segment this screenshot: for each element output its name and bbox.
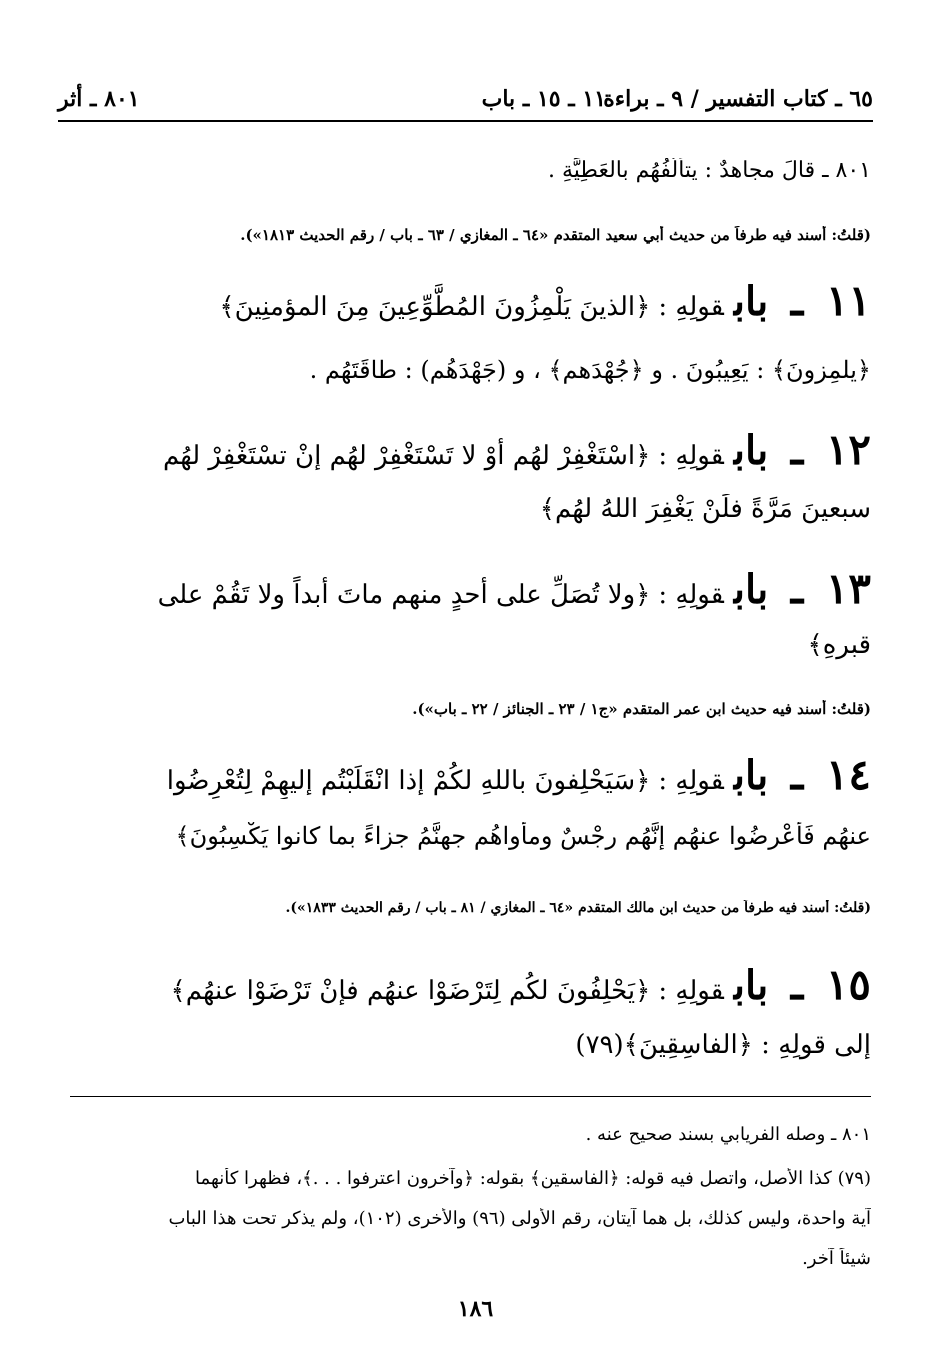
header-athar-number: ٨٠١ ـ أثر: [58, 86, 140, 112]
chapter-bab-word: باب: [733, 752, 769, 799]
athar-801: ٨٠١ ـ قالَ مجاهدٌ : يتألَّفُهُم بالعَطِيَّةِ .: [548, 158, 871, 183]
footnote-79-line-3: شيئاً آخر.: [802, 1248, 871, 1269]
chapter-12-verse-1: ﴿اسْتَغْفِرْ لهُم أوْ لا تَسْتَغْفِرْ لهُم إنْ تسْتَغْفِرْ لهُم: [162, 441, 651, 471]
note-3: (قلتُ: أسند فيه طرفاً من حديث ابن مالك المتقدم «٦٤ ـ المغازي / ٨١ ـ باب / رقم الحديث ١٨٣٣»).: [285, 900, 871, 916]
chapter-11-gloss: ﴿يلمِزونَ﴾ : يَعِيبُونَ . و ﴿جُهْدَهم﴾ ، و (جَهْدَهُم) : طاقَتَهُم .: [309, 356, 871, 384]
chapter-14-verse-2: عنهُم فَأَعْرِضُوا عنهُم إنَّهُم رِجْسٌ ومأْواهُم جهنَّمُ جزاءً بما كانوا يَكْسِبُونَ﴾: [175, 822, 871, 850]
chapter-11-heading: ١١ ـ بابقولِهِ :﴿الذينَ يَلْمِزُونَ المُطَّوِّعِينَ مِنَ المؤمنِينَ﴾: [219, 276, 871, 325]
chapter-number: ١٢: [825, 425, 871, 474]
chapter-12-verse-2: سبعينَ مَرَّةً فلَنْ يَغْفِرَ اللهُ لهُم﴾: [539, 494, 871, 524]
chapter-13-heading: ١٣ ـ بابقولِهِ :﴿ولا تُصَلِّ على أحدٍ منهم ماتَ أبداً ولا تَقُمْ على: [157, 564, 871, 613]
chapter-13-verse-1: ﴿ولا تُصَلِّ على أحدٍ منهم ماتَ أبداً ولا تَقُمْ على: [157, 580, 651, 610]
chapter-qawl: قولِهِ :: [658, 292, 724, 322]
chapter-12-heading: ١٢ ـ بابقولِهِ :﴿اسْتَغْفِرْ لهُم أوْ لا تَسْتَغْفِرْ لهُم إنْ تسْتَغْفِرْ لهُم: [162, 425, 871, 474]
chapter-qawl: قولِهِ :: [658, 580, 724, 610]
chapter-13-verse-2: قبرِهِ﴾: [807, 630, 871, 660]
note-2: (قلتُ: أسند فيه حديث ابن عمر المتقدم «ج١ / ٢٣ ـ الجنائز / ٢٢ ـ باب»).: [412, 700, 871, 718]
header-section-range: ١١ ـ ١٥ ـ باب: [481, 86, 606, 112]
footnote-79-line-2: آية واحدة، وليس كذلك، بل هما آيتان، رقم الأولى (٩٦) والأخرى (١٠٢)، ولم يذكر تحت هذا الباب: [168, 1208, 871, 1229]
note-1: (قلتُ: أسند فيه طرفاً من حديث أبي سعيد المتقدم «٦٤ ـ المغازي / ٦٣ ـ باب / رقم الحديث ١٨١٣»).: [240, 226, 871, 244]
chapter-bab-word: باب: [733, 566, 769, 613]
chapter-number: ١١: [825, 276, 871, 325]
footnote-79-line-1: (٧٩) كذا الأصل، واتصل فيه قوله: ﴿الفاسقين﴾ بقوله: ﴿وآخرون اعترفوا . . .﴾، فظهرا كأنهما: [195, 1168, 871, 1189]
footnote-rule: [70, 1096, 871, 1097]
page-number: ١٨٦: [457, 1296, 494, 1322]
chapter-qawl: قولِهِ :: [658, 976, 724, 1006]
chapter-15-heading: ١٥ ـ بابقولِهِ :﴿يَحْلِفُونَ لكُم لِتَرْضَوْا عنهُم فإنْ تَرْضَوْا عنهُم﴾: [170, 960, 871, 1009]
chapter-number: ١٣: [825, 564, 871, 613]
chapter-number: ١٥: [825, 960, 871, 1009]
chapter-qawl: قولِهِ :: [658, 766, 724, 796]
chapter-number: ١٤: [825, 750, 871, 799]
header-book-chapter: ٦٥ ـ كتاب التفسير / ٩ ـ براءة: [603, 86, 873, 112]
header-rule: [58, 120, 873, 122]
chapter-bab-word: باب: [733, 278, 769, 325]
footnote-801: ٨٠١ ـ وصله الفريابي بسند صحيح عنه .: [585, 1124, 871, 1145]
chapter-qawl: قولِهِ :: [658, 441, 724, 471]
chapter-bab-word: باب: [733, 427, 769, 474]
chapter-14-heading: ١٤ ـ بابقولِهِ :﴿سَيَحْلِفونَ باللهِ لكُمْ إذا انْقَلَبْتُم إليهِمْ لِتُعْرِضُوا: [166, 750, 871, 799]
chapter-15-verse-1: ﴿يَحْلِفُونَ لكُم لِتَرْضَوْا عنهُم فإنْ تَرْضَوْا عنهُم﴾: [170, 976, 651, 1006]
chapter-11-verse: ﴿الذينَ يَلْمِزُونَ المُطَّوِّعِينَ مِنَ المؤمنِينَ﴾: [219, 292, 651, 322]
chapter-bab-word: باب: [733, 962, 769, 1009]
chapter-14-verse-1: ﴿سَيَحْلِفونَ باللهِ لكُمْ إذا انْقَلَبْتُم إليهِمْ لِتُعْرِضُوا: [166, 766, 651, 796]
chapter-15-verse-2: إلى قولِهِ : ﴿الفاسِقِينَ﴾(٧٩): [575, 1030, 871, 1060]
